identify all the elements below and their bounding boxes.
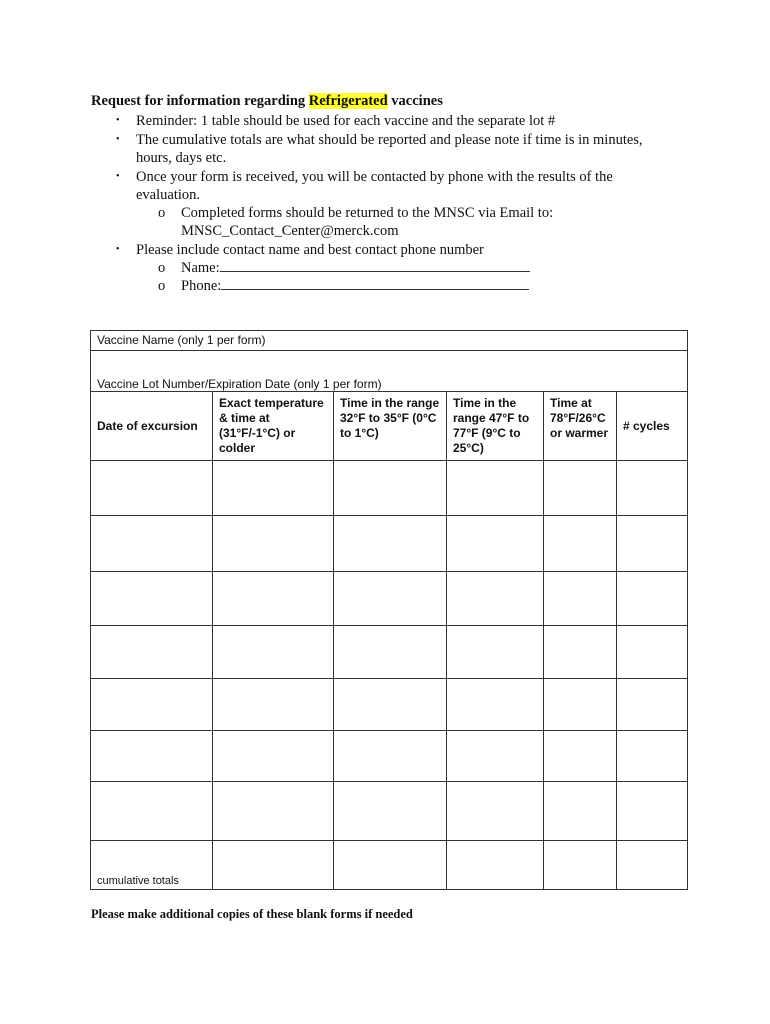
table-row <box>91 731 688 782</box>
table-row <box>91 572 688 626</box>
bullet-reminder: Reminder: 1 table should be used for each vaccine and the separate lot # <box>136 113 556 129</box>
table-cell[interactable] <box>334 679 447 731</box>
col-header-date: Date of excursion <box>91 392 213 461</box>
column-header-row <box>91 392 688 461</box>
footer-note: Please make additional copies of these blank forms if needed <box>91 907 413 921</box>
col-header-cycles: # cycles <box>617 392 688 461</box>
table-cell[interactable] <box>334 731 447 782</box>
table-row <box>91 461 688 516</box>
lot-number-label: Vaccine Lot Number/Expiration Date (only 1 per form) <box>97 377 382 391</box>
contact-email: MNSC_Contact_Center@merck.com <box>181 223 399 239</box>
table-cell[interactable] <box>617 572 688 626</box>
table-cell[interactable] <box>213 626 334 679</box>
phone-field-row[interactable] <box>181 277 529 295</box>
table-cell[interactable] <box>213 461 334 516</box>
cumulative-totals-label: cumulative totals <box>97 875 179 887</box>
excursion-table <box>90 330 688 890</box>
col-header-range-47-77: Time in the range 47°F to 77°F (9°C to 25°C) <box>447 392 544 461</box>
sub-bullet-marker: o <box>158 278 166 294</box>
table-cell[interactable] <box>544 626 617 679</box>
table-cell[interactable] <box>447 516 544 572</box>
table-cell[interactable] <box>544 782 617 841</box>
col-header-exact-temp: Exact temperature & time at (31°F/-1°C) or colder <box>213 392 334 461</box>
table-cell[interactable] <box>544 679 617 731</box>
table-cell[interactable] <box>617 626 688 679</box>
bullet-marker: • <box>116 244 120 255</box>
table-cell[interactable] <box>617 679 688 731</box>
table-cell[interactable] <box>447 782 544 841</box>
vaccine-name-row <box>91 331 688 351</box>
col-header-range-32-35: Time in the range 32°F to 35°F (0°C to 1°C) <box>334 392 447 461</box>
bullet-contact-line1: Once your form is received, you will be contacted by phone with the results of the <box>136 169 613 185</box>
table-cell[interactable] <box>91 572 213 626</box>
bullet-marker: • <box>116 115 120 126</box>
table-row <box>91 679 688 731</box>
table-cell[interactable] <box>334 626 447 679</box>
table-cell[interactable] <box>334 572 447 626</box>
name-label: Name: <box>181 260 220 276</box>
title-suffix: vaccines <box>387 93 443 109</box>
vaccine-name-cell[interactable] <box>91 331 688 351</box>
table-cell[interactable] <box>544 572 617 626</box>
vaccine-name-label: Vaccine Name (only 1 per form) <box>97 333 266 347</box>
table-cell[interactable] <box>447 841 544 890</box>
table-cell[interactable] <box>544 841 617 890</box>
table-cell[interactable] <box>617 841 688 890</box>
table-cell[interactable] <box>213 841 334 890</box>
page-title <box>91 93 443 110</box>
table-cell[interactable] <box>447 731 544 782</box>
table-cell[interactable] <box>91 461 213 516</box>
bullet-include-contact: Please include contact name and best contact phone number <box>136 242 484 258</box>
table-cell[interactable] <box>447 626 544 679</box>
table-cell[interactable] <box>544 731 617 782</box>
table-cell[interactable] <box>447 461 544 516</box>
bullet-cumulative-line1: The cumulative totals are what should be reported and please note if time is in minutes, <box>136 132 643 148</box>
table-cell[interactable] <box>91 679 213 731</box>
table-cell[interactable] <box>91 516 213 572</box>
phone-blank[interactable] <box>221 277 529 290</box>
name-field-row[interactable] <box>181 259 530 277</box>
table-cell[interactable] <box>213 731 334 782</box>
table-cell[interactable] <box>334 461 447 516</box>
table-cell[interactable] <box>213 782 334 841</box>
table-row <box>91 516 688 572</box>
table-cell[interactable] <box>213 516 334 572</box>
table-cell[interactable] <box>617 461 688 516</box>
table-cell[interactable] <box>334 516 447 572</box>
table-row <box>91 626 688 679</box>
cumulative-totals-cell[interactable] <box>91 841 213 890</box>
table-cell[interactable] <box>617 782 688 841</box>
name-blank[interactable] <box>220 259 530 272</box>
table-row <box>91 782 688 841</box>
bullet-contact-line2: evaluation. <box>136 187 201 203</box>
title-prefix: Request for information regarding <box>91 93 309 109</box>
sub-bullet-return-line1: Completed forms should be returned to the MNSC via Email to: <box>181 205 554 221</box>
table-cell[interactable] <box>213 572 334 626</box>
sub-bullet-marker: o <box>158 205 166 221</box>
table-cell[interactable] <box>447 572 544 626</box>
bullet-cumulative-line2: hours, days etc. <box>136 150 227 166</box>
title-highlight: Refrigerated <box>308 93 388 109</box>
table-cell[interactable] <box>447 679 544 731</box>
table-cell[interactable] <box>213 679 334 731</box>
phone-label: Phone: <box>181 278 222 294</box>
table-cell[interactable] <box>334 841 447 890</box>
sub-bullet-marker: o <box>158 260 166 276</box>
table-cell[interactable] <box>91 782 213 841</box>
lot-number-cell[interactable] <box>91 351 688 392</box>
bullet-marker: • <box>116 134 120 145</box>
table-cell[interactable] <box>544 516 617 572</box>
col-header-78-warmer: Time at 78°F/26°C or warmer <box>544 392 617 461</box>
table-cell[interactable] <box>617 731 688 782</box>
table-cell[interactable] <box>544 461 617 516</box>
table-cell[interactable] <box>91 731 213 782</box>
table-cell[interactable] <box>617 516 688 572</box>
table-cell[interactable] <box>91 626 213 679</box>
cumulative-totals-row <box>91 841 688 890</box>
lot-number-row <box>91 351 688 392</box>
table-cell[interactable] <box>334 782 447 841</box>
bullet-marker: • <box>116 171 120 182</box>
